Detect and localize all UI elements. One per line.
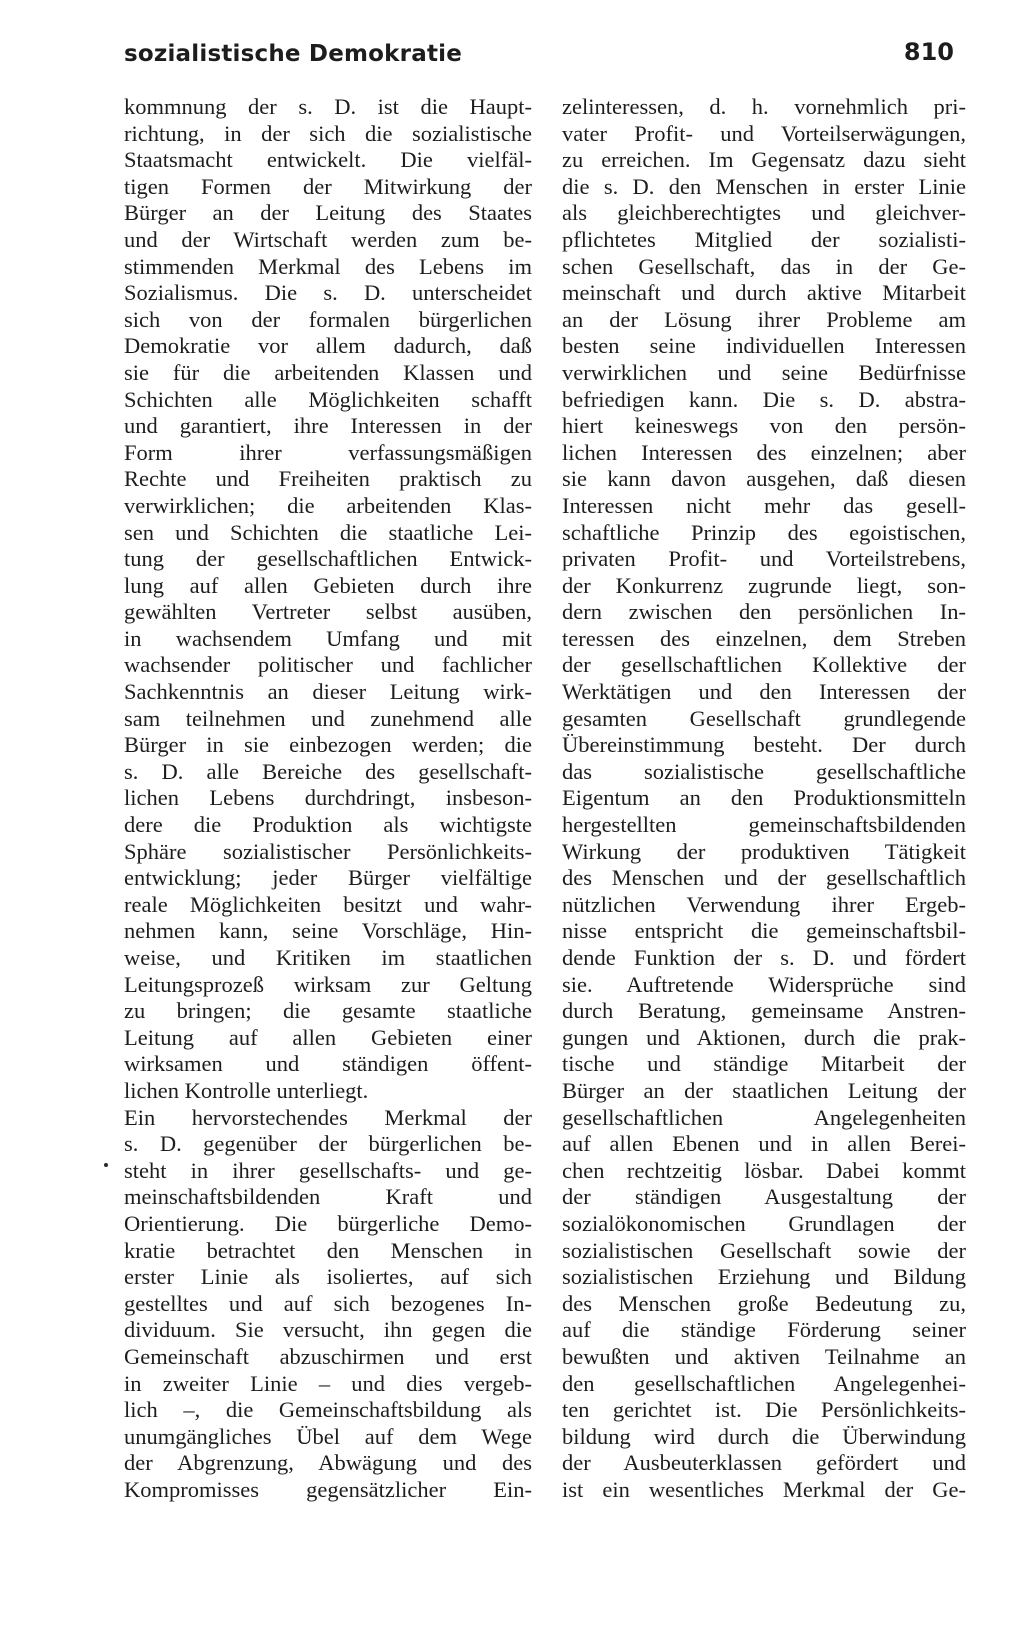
text-line: tung der gesellschaftlichen Entwick- [124,546,532,572]
text-line: dende Funktion der s. D. und fördert [562,945,966,970]
text-line: Staatsmacht entwickelt. Die vielfäl- [124,147,532,173]
text-line: Sachkenntnis an dieser Leitung wirk- [124,679,532,705]
text-line: teressen des einzelnen, dem Streben [562,625,966,651]
text-line: Demokratie vor allem dadurch, daß [124,333,532,359]
text-line: Rechte und Freiheiten praktisch zu [124,466,532,492]
text-line: Bürger an der staatlichen Leitung der [562,1077,966,1103]
text-line: Bürger an der Leitung des Staates [124,200,532,226]
text-line: sich von der formalen bürgerlichen [124,306,532,332]
page-number: 810 [903,38,954,66]
text-line: dern zwischen den persönlichen In- [562,599,966,625]
text-line: lich –, die Gemeinschaftsbildung als [124,1397,532,1423]
text-line: sam teilnehmen und zunehmend alle [124,705,532,731]
text-line: der ständigen Ausgestaltung der [562,1184,966,1210]
text-line: entwicklung; jeder Bürger vielfältige [124,865,532,891]
text-line: privaten Profit- und Vorteilstrebens, [562,546,966,572]
text-line: schaftliche Prinzip des egoistischen, [562,519,966,545]
text-line: Gemeinschaft abzuschirmen und erst [124,1343,532,1369]
text-line: gestelltes und auf sich bezogenes In- [124,1290,532,1316]
text-line: meinschaft und durch aktive Mitarbeit [562,280,966,306]
text-line: gewählten Vertreter selbst ausüben, [124,599,532,625]
text-line: sozialökonomischen Grundlagen der [562,1210,966,1236]
text-line: steht in ihrer gesellschafts- und ge- [124,1157,532,1183]
left-text-column [124,94,532,1503]
text-line: in zweiter Linie – und dies vergeb- [124,1370,532,1396]
text-line: sie kann davon ausgehen, daß diesen [562,466,966,492]
text-line: Leitungsprozeß wirksam zur Geltung [124,971,532,997]
text-line: das sozialistische gesellschaftliche [562,758,966,784]
text-line: meinschaftsbildenden Kraft und [124,1184,532,1210]
text-line: chen rechtzeitig lösbar. Dabei kommt [562,1157,966,1183]
text-line: schen Gesellschaft, das in der Ge- [562,253,966,279]
text-line: lichen Interessen des einzelnen; aber [562,439,966,465]
text-line: Bürger in sie einbezogen werden; die [124,732,532,758]
text-line: gungen und Aktionen, durch die prak- [562,1024,966,1050]
text-line: unumgängliches Übel auf dem Wege [124,1423,532,1449]
text-line: lung auf allen Gebieten durch ihre [124,572,532,598]
text-line: reale Möglichkeiten besitzt und wahr- [124,891,532,917]
text-line: zu bringen; die gesamte staatliche [124,998,532,1024]
text-line: Schichten alle Möglichkeiten schafft [124,386,532,412]
text-line: hergestellten gemeinschaftsbildenden [562,812,966,838]
text-line: erster Linie als isoliertes, auf sich [124,1264,532,1290]
text-line: des Menschen große Bedeutung zu, [562,1290,966,1316]
running-header: sozialistische Demokratie [124,41,463,67]
text-line: dividuum. Sie versucht, ihn gegen die [124,1317,532,1343]
text-line: auf die ständige Förderung seiner [562,1317,966,1343]
text-line: sen und Schichten die staatliche Lei- [124,519,532,545]
text-line: lichen Kontrolle unterliegt. [124,1077,369,1103]
text-line: Sphäre sozialistischer Persönlichkeits- [124,838,532,864]
text-line: der gesellschaftlichen Kollektive der [562,652,966,678]
text-line: der Ausbeuterklassen gefördert und [562,1450,966,1476]
text-line: wachsender politischer und fachlicher [124,652,532,678]
text-line: durch Beratung, gemeinsame Anstren- [562,998,966,1024]
text-line: gesellschaftlichen Angelegenheiten [562,1104,966,1130]
text-line: s. D. alle Bereiche des gesellschaft- [124,758,532,784]
text-line: verwirklichen und seine Bedürfnisse [562,359,966,385]
text-line: in wachsendem Umfang und mit [124,625,532,651]
text-line: als gleichberechtigtes und gleichver- [562,200,966,226]
text-line: tigen Formen der Mitwirkung der [124,173,532,199]
text-line: sie. Auftretende Widersprüche sind [562,971,966,997]
text-line: s. D. gegenüber der bürgerlichen be- [124,1131,532,1157]
text-line: tische und ständige Mitarbeit der [562,1051,966,1077]
text-line: Orientierung. Die bürgerliche Demo- [124,1210,532,1236]
text-line: vater Profit- und Vorteilserwägungen, [562,120,966,146]
text-line: Sozialismus. Die s. D. unterscheidet [124,280,532,306]
text-line: den gesellschaftlichen Angelegenhei- [562,1370,966,1396]
text-line: dere die Produktion als wichtigste [124,812,532,838]
text-line: stimmenden Merkmal des Lebens im [124,253,532,279]
text-line: verwirklichen; die arbeitenden Klas- [124,492,532,518]
text-line: Eigentum an den Produktionsmitteln [562,785,966,811]
text-line: und garantiert, ihre Interessen in der [124,413,532,439]
text-line: Werktätigen und den Interessen der [562,679,966,705]
text-line: der Konkurrenz zugrunde liegt, son- [562,572,966,598]
text-line: besten seine individuellen Interessen [562,333,966,359]
text-line: Leitung auf allen Gebieten einer [124,1024,532,1050]
text-line: zu erreichen. Im Gegensatz dazu sieht [562,147,966,173]
text-line: Kompromisses gegensätzlicher Ein- [124,1476,532,1502]
text-line: Form ihrer verfassungsmäßigen [124,439,532,465]
text-line: sie für die arbeitenden Klassen und [124,359,532,385]
margin-dot [104,1163,108,1167]
text-line: des Menschen und der gesellschaftlich [562,865,966,891]
text-line: Ein hervorstechendes Merkmal der [124,1104,532,1130]
text-line: die s. D. den Menschen in erster Linie [562,173,966,199]
text-line: Interessen nicht mehr das gesell- [562,492,966,518]
text-line: nisse entspricht die gemeinschaftsbil- [562,918,966,944]
text-line: gesamten Gesellschaft grundlegende [562,705,966,731]
text-line: lichen Lebens durchdringt, insbeson- [124,785,532,811]
text-line: wirksamen und ständigen öffent- [124,1051,532,1077]
text-line: und der Wirtschaft werden zum be- [124,226,532,252]
text-line: ten gerichtet ist. Die Persönlichkeits- [562,1397,966,1423]
text-line: nehmen kann, seine Vorschläge, Hin- [124,918,532,944]
text-line: der Abgrenzung, Abwägung und des [124,1450,532,1476]
text-line: sozialistischen Gesellschaft sowie der [562,1237,966,1263]
text-line: weise, und Kritiken im staatlichen [124,945,532,970]
text-line: befriedigen kann. Die s. D. abstra- [562,386,966,412]
text-line: bildung wird durch die Überwindung [562,1423,966,1449]
text-line: hiert keineswegs von den persön- [562,413,966,439]
text-line: sozialistischen Erziehung und Bildung [562,1264,966,1290]
text-line: an der Lösung ihrer Probleme am [562,306,966,332]
text-line: zelinteressen, d. h. vornehmlich pri- [562,94,966,119]
text-line: ist ein wesentliches Merkmal der Ge- [562,1476,966,1502]
text-line: kommnung der s. D. ist die Haupt- [124,94,532,119]
text-line: Wirkung der produktiven Tätigkeit [562,838,966,864]
text-line: kratie betrachtet den Menschen in [124,1237,532,1263]
text-line: nützlichen Verwendung ihrer Ergeb- [562,891,966,917]
text-line: Übereinstimmung besteht. Der durch [562,732,966,758]
text-line: richtung, in der sich die sozialistische [124,120,532,146]
text-line: bewußten und aktiven Teilnahme an [562,1343,966,1369]
text-line: auf allen Ebenen und in allen Berei- [562,1131,966,1157]
text-line: pflichtetes Mitglied der sozialisti- [562,226,966,252]
right-text-column [562,94,966,1503]
